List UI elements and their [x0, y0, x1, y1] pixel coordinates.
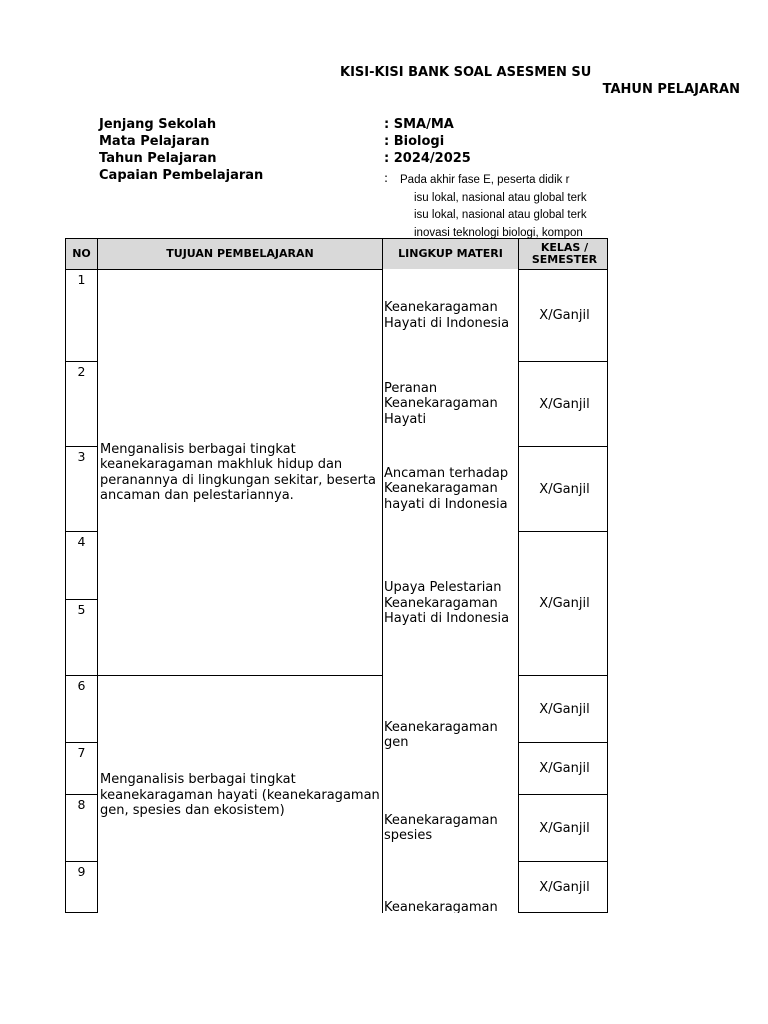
row-number: 6 — [65, 675, 98, 743]
tujuan-cell: Menganalisis berbagai tingkat keanekaragaman hayati (keanekaragaman gen, spesies dan ekosistem) — [97, 675, 383, 913]
capaian-line: Pada akhir fase E, peserta didik r — [400, 174, 570, 186]
meta-label-jenjang: Jenjang Sekolah — [99, 117, 217, 132]
lingkup-cell: Keanekaragaman Hayati di Indonesia — [382, 269, 519, 362]
document-title: KISI-KISI BANK SOAL ASESMEN SU — [340, 65, 592, 80]
row-number: 3 — [65, 446, 98, 532]
row-number: 7 — [65, 742, 98, 795]
row-number: 2 — [65, 361, 98, 447]
capaian-line: inovasi teknologi biologi, kompon — [414, 226, 583, 239]
lingkup-cell: Upaya Pelestarian Keanekaragaman Hayati di Indonesia — [382, 531, 519, 676]
meta-value-tahun: : 2024/2025 — [384, 151, 471, 166]
kelas-cell: X/Ganjil — [518, 794, 608, 862]
lingkup-cell: Peranan Keanekaragaman Hayati — [382, 361, 519, 447]
kelas-cell: X/Ganjil — [518, 531, 608, 676]
header-kelas-line1: KELAS / — [540, 241, 589, 254]
meta-value-capaian: : — [384, 171, 389, 185]
meta-label-mapel: Mata Pelajaran — [99, 134, 210, 149]
table-right-edge — [607, 238, 608, 913]
lingkup-cell: Keanekaragaman spesies — [382, 794, 519, 862]
header-kelas — [518, 238, 608, 270]
header-kelas-line2: SEMESTER — [531, 253, 598, 266]
document-subtitle: TAHUN PELAJARAN — [602, 82, 740, 97]
kelas-cell: X/Ganjil — [518, 675, 608, 743]
kisi-kisi-table — [65, 238, 608, 913]
meta-value-jenjang: : SMA/MA — [384, 117, 454, 132]
tujuan-cell: Menganalisis berbagai tingkat keanekaragaman makhluk hidup dan peranannya di lingkungan sekitar, beserta ancaman dan pelestariannya. — [97, 269, 383, 676]
meta-label-capaian: Capaian Pembelajaran — [99, 168, 264, 183]
capaian-line: isu lokal, nasional atau global terk — [414, 191, 587, 204]
meta-label-tahun: Tahun Pelajaran — [99, 151, 217, 166]
row-number: 9 — [65, 861, 98, 913]
row-number: 1 — [65, 269, 98, 362]
kelas-cell: X/Ganjil — [518, 269, 608, 362]
capaian-text — [400, 172, 608, 242]
header-tujuan: TUJUAN PEMBELAJARAN — [97, 238, 383, 270]
kelas-cell: X/Ganjil — [518, 446, 608, 532]
lingkup-cell: Keanekaragaman — [382, 861, 519, 913]
kelas-cell: X/Ganjil — [518, 361, 608, 447]
row-number: 4 — [65, 531, 98, 600]
capaian-line: isu lokal, nasional atau global terk — [414, 209, 587, 221]
header-lingkup: LINGKUP MATERI — [382, 238, 519, 270]
kelas-cell: X/Ganjil — [518, 742, 608, 795]
row-number: 8 — [65, 794, 98, 862]
header-no: NO — [65, 238, 98, 270]
lingkup-cell: Keanekaragaman gen — [382, 675, 519, 795]
lingkup-cell: Ancaman terhadap Keanekaragaman hayati di Indonesia — [382, 446, 519, 532]
row-number: 5 — [65, 599, 98, 676]
kelas-cell: X/Ganjil — [518, 861, 608, 913]
meta-value-mapel: : Biologi — [384, 134, 445, 149]
